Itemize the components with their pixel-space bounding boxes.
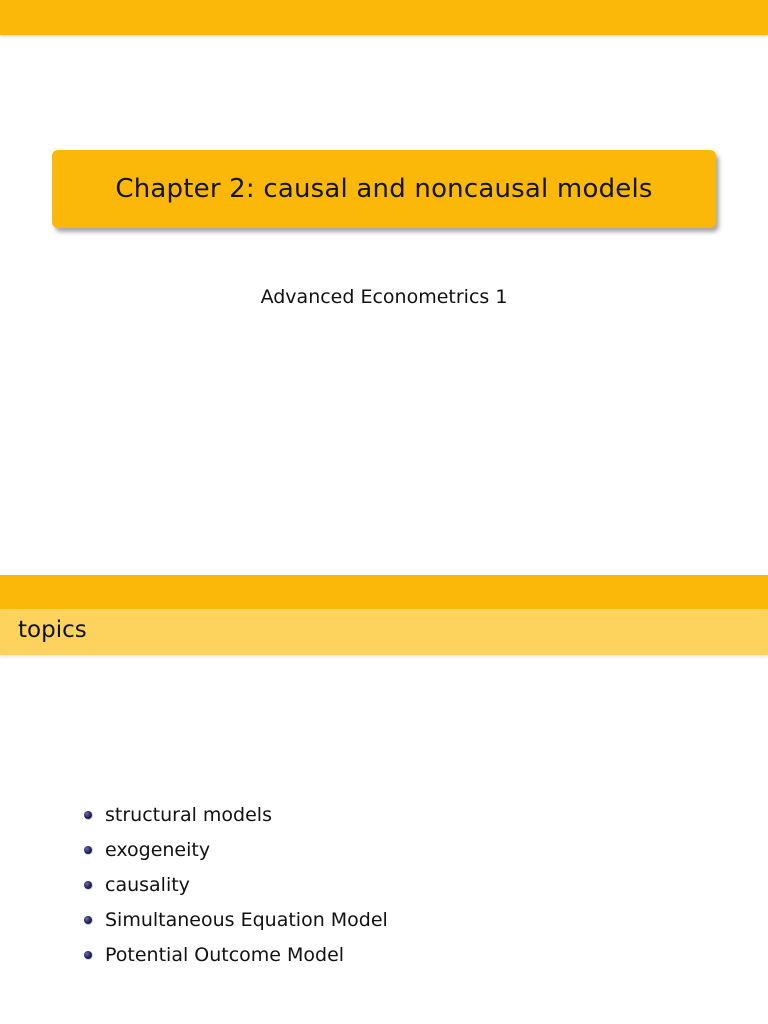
list-item (84, 902, 388, 937)
topic-label: structural models (105, 803, 272, 826)
title-box (52, 150, 716, 228)
slide-title: Chapter 2: causal and noncausal models (115, 174, 653, 204)
topic-label: causality (105, 873, 190, 896)
list-item (84, 867, 388, 902)
bullet-icon (84, 916, 92, 924)
list-item (84, 832, 388, 867)
slide-subtitle: Advanced Econometrics 1 (260, 286, 508, 308)
top-bar (0, 0, 768, 35)
topic-list (84, 797, 388, 972)
topic-label: Potential Outcome Model (105, 943, 345, 966)
topics-slide (0, 575, 768, 1024)
frame-head-bar (0, 575, 768, 609)
frame-title-bar (0, 609, 768, 655)
bullet-icon (84, 951, 92, 959)
topic-label: exogeneity (105, 838, 211, 861)
bullet-icon (84, 881, 92, 889)
bullet-icon (84, 846, 92, 854)
topic-label: Simultaneous Equation Model (105, 908, 388, 931)
list-item (84, 797, 388, 832)
frame-title: topics (18, 617, 87, 643)
bullet-icon (84, 811, 92, 819)
list-item (84, 937, 388, 972)
